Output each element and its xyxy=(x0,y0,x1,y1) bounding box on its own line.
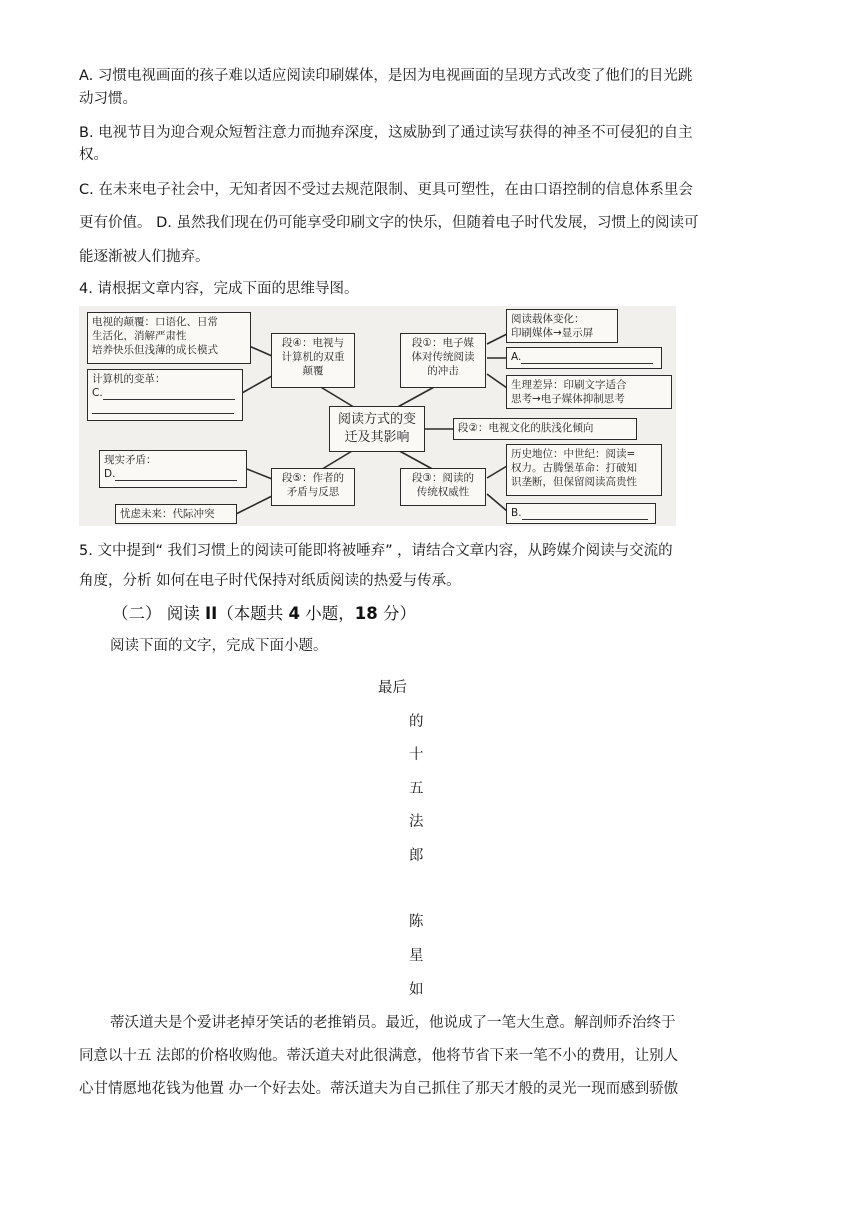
question-5-line1: 5. 文中提到“ 我们习惯上的阅读可能即将被唾弃” ，请结合文章内容，从跨媒介阅读与交流的 xyxy=(79,543,673,559)
story-line-2: 同意以十五 法郎的价格收购他。蒂沃道夫对此很满意，他将节省下来一笔不小的费用，让别人 xyxy=(79,1048,679,1064)
blank-a-label: A. xyxy=(511,351,522,363)
option-b-line2: 权。 xyxy=(79,147,108,163)
story-line-1: 蒂沃道夫是个爱讲老掉牙笑话的老推销员。最近，他说成了一笔大生意。解剖师乔治终于 xyxy=(110,1015,676,1031)
paragraph-3-text: 段③：阅读的 传统权威性 xyxy=(412,472,474,498)
story-title-char: 五 xyxy=(409,781,424,797)
blank-c-line xyxy=(103,399,235,400)
story-author-char: 陈 xyxy=(409,914,424,930)
blank-a-line xyxy=(521,363,653,364)
story-author-char: 如 xyxy=(409,982,424,998)
story-line-3: 心甘情愿地花钱为他置 办一个好去处。蒂沃道夫为自己抓住了那天才般的灵光一现而感到骄傲 xyxy=(79,1081,679,1097)
section-roman-numeral: II xyxy=(205,604,218,623)
option-a-line2: 动习惯。 xyxy=(79,91,137,107)
section-question-count: 4 xyxy=(288,604,301,623)
section-middle: （本题共 xyxy=(217,604,289,623)
section-prefix: （二） 阅读 xyxy=(112,604,205,623)
blank-d-label: D. xyxy=(104,468,116,480)
question-4: 4. 请根据文章内容，完成下面的思维导图。 xyxy=(79,281,359,297)
carrier-change-text: 阅读载体变化： 印刷媒体→显示屏 xyxy=(511,313,594,339)
story-author-char: 星 xyxy=(409,948,424,964)
option-d-line2: 能逐渐被人们抛弃。 xyxy=(79,249,210,265)
paragraph-2-box xyxy=(453,418,637,440)
paragraph-1-text: 段①：电子媒 体对传统阅读 的冲击 xyxy=(411,337,475,377)
tv-subversion-text: 电视的颠覆：口语化、日常 生活化，消解严肃性 培养快乐但浅薄的成长模式 xyxy=(92,316,218,356)
physiological-difference-text: 生理差异：印刷文字适合 思考→电子媒体抑制思考 xyxy=(511,379,627,405)
future-worry-box xyxy=(115,504,237,524)
blank-c-line2 xyxy=(92,413,234,414)
story-title-char: 的 xyxy=(409,714,424,730)
blank-b-label: B. xyxy=(511,507,522,519)
option-b-line1: B. 电视节目为迎合观众短暂注意力而抛弃深度，这威胁到了通过读写获得的神圣不可侵犯的自主 xyxy=(79,125,693,141)
paragraph-5-box xyxy=(271,468,355,506)
reading-instruction: 阅读下面的文字，完成下面小题。 xyxy=(110,638,328,654)
story-title-first: 最后 xyxy=(378,680,407,696)
computer-change-label: 计算机的变革： xyxy=(92,373,166,385)
reality-conflict-label: 现实矛盾： xyxy=(104,454,157,466)
mind-map xyxy=(79,306,676,526)
story-title-char: 法 xyxy=(409,814,424,830)
section-heading xyxy=(112,603,416,625)
computer-change-box xyxy=(87,369,243,421)
section-score: 18 xyxy=(354,604,378,623)
paragraph-5-text: 段⑤：作者的 矛盾与反思 xyxy=(282,472,344,498)
paragraph-2-text: 段②：电视文化的肤浅化倾向 xyxy=(458,422,594,434)
section-middle2: 小题， xyxy=(300,604,355,623)
blank-c-label: C. xyxy=(92,387,103,399)
historical-status-text: 历史地位：中世纪：阅读= 权力。古腾堡革命：打破知 识垄断，但保留阅读高贵性 xyxy=(511,448,637,488)
option-c-line2: 更有价值。 D. 虽然我们现在仍可能享受印刷文字的快乐，但随着电子时代发展，习惯上的阅读可 xyxy=(79,215,699,231)
physiological-difference-box xyxy=(506,375,672,409)
central-topic-box xyxy=(329,406,425,452)
blank-b-line xyxy=(522,519,648,520)
blank-b-box xyxy=(506,503,656,524)
section-suffix: 分） xyxy=(377,604,416,623)
carrier-change-box xyxy=(506,309,618,343)
central-topic-text: 阅读方式的变 迁及其影响 xyxy=(337,412,416,445)
historical-status-box xyxy=(506,444,662,496)
blank-a-box xyxy=(506,347,662,369)
option-c-line1: C. 在未来电子社会中，无知者因不受过去规范限制、更具可塑性，在由口语控制的信息体系里会 xyxy=(79,182,693,198)
paragraph-3-box xyxy=(400,468,486,506)
paragraph-4-text: 段④：电视与 计算机的双重 颠覆 xyxy=(281,337,345,377)
blank-d-line xyxy=(115,480,237,481)
tv-subversion-box xyxy=(87,312,251,364)
story-title-char: 郎 xyxy=(409,848,424,864)
question-5-line2: 角度，分析 如何在电子时代保持对纸质阅读的热爱与传承。 xyxy=(79,573,461,589)
paragraph-1-box xyxy=(400,333,486,388)
option-a-line1: A. 习惯电视画面的孩子难以适应阅读印刷媒体，是因为电视画面的呈现方式改变了他们的目光跳 xyxy=(79,68,693,84)
story-title-char: 十 xyxy=(409,747,424,763)
future-worry-text: 忧虑未来：代际冲突 xyxy=(120,508,215,520)
reality-conflict-box xyxy=(99,450,247,488)
paragraph-4-box xyxy=(271,333,355,388)
